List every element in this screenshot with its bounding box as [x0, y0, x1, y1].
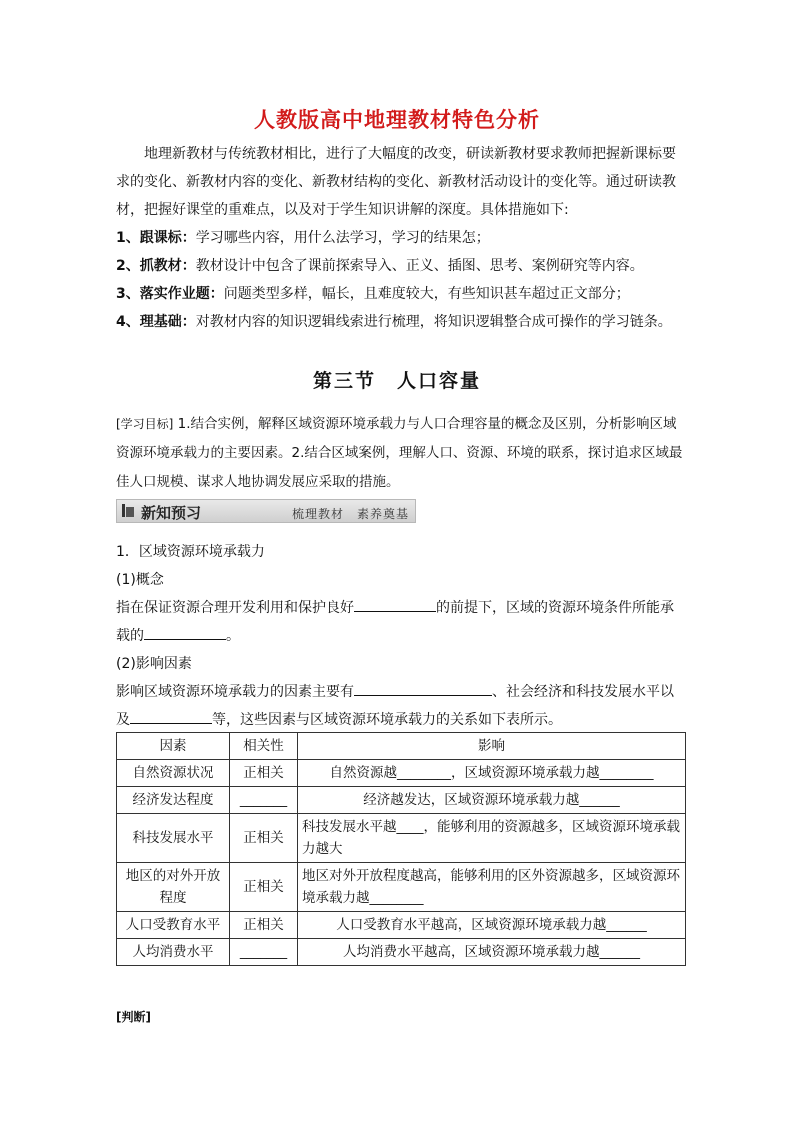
impact-cell: 自然资源越________，区域资源环境承载力越________	[298, 760, 686, 787]
list-item	[116, 252, 686, 280]
factor-cell: 地区的对外开放程度	[117, 863, 230, 912]
table-header: 相关性	[230, 733, 298, 760]
factors-text: 及	[116, 712, 130, 728]
list-item-text: 教材设计中包含了课前探索导入、正义、插图、思考、案例研究等内容。	[195, 258, 644, 274]
list-item-text: 问题类型多样，幅长，且难度较大，有些知识甚车超过正文部分；	[223, 286, 630, 302]
table-header-row	[117, 733, 686, 760]
correlation-cell: _______	[230, 939, 298, 966]
list-item-text: 对教材内容的知识逻辑线索进行梳理，将知识逻辑整合成可操作的学习链条。	[195, 314, 672, 330]
factors-table	[116, 732, 686, 966]
table-row	[117, 787, 686, 814]
section-banner	[116, 499, 416, 523]
factors-text: 、社会经济和科技发展水平以	[492, 684, 674, 700]
correlation-cell: 正相关	[230, 760, 298, 787]
correlation-cell: _______	[230, 787, 298, 814]
impact-cell: 人口受教育水平越高，区域资源环境承载力越______	[298, 912, 686, 939]
list-item-label: 4、理基础：	[116, 314, 196, 330]
content-section	[116, 538, 686, 734]
table-row	[117, 939, 686, 966]
correlation-cell: 正相关	[230, 863, 298, 912]
factor-cell: 科技发展水平	[117, 814, 230, 863]
table-row	[117, 814, 686, 863]
concept-label: (1)概念	[116, 572, 164, 588]
table-row	[117, 912, 686, 939]
correlation-cell: 正相关	[230, 814, 298, 863]
list-item-text: 学习哪些内容，用什么法学习，学习的结果怎；	[195, 230, 490, 246]
goals-tag: [学习目标]	[116, 417, 174, 431]
list-item	[116, 308, 686, 336]
learning-goals	[116, 410, 686, 497]
judge-label: [判断]	[116, 1010, 151, 1024]
fill-blank[interactable]	[354, 681, 492, 696]
intro-paragraph: 地理新教材与传统教材相比，进行了大幅度的改变，研读新教材要求教师把握新课标要求的变化、新教材内容的变化、新教材结构的变化、新教材活动设计的变化等。通过研读教材，把握好课堂的重难点，以及对于学生知识讲解的深度。具体措施如下:	[116, 146, 676, 218]
factor-cell: 自然资源状况	[117, 760, 230, 787]
impact-cell: 经济越发达，区域资源环境承载力越______	[298, 787, 686, 814]
impact-cell: 科技发展水平越____，能够利用的资源越多，区域资源环境承载力越大	[298, 814, 686, 863]
factors-text: 等，这些因素与区域资源环境承载力的关系如下表所示。	[212, 712, 562, 728]
concept-text: 载的	[116, 628, 144, 644]
list-item-label: 3、落实作业题：	[116, 286, 224, 302]
fill-blank[interactable]	[130, 709, 212, 724]
factor-cell: 经济发达程度	[117, 787, 230, 814]
document-title: 人教版高中地理教材特色分析	[254, 108, 540, 132]
section-title: 第三节 人口容量	[312, 370, 481, 392]
concept-text: 。	[226, 628, 240, 644]
banner-label: 新知预习	[141, 504, 202, 522]
fill-blank[interactable]	[144, 625, 226, 640]
factor-cell: 人均消费水平	[117, 939, 230, 966]
banner-subtitle: 梳理教材 素养奠基	[291, 507, 409, 521]
concept-line	[116, 594, 686, 622]
intro-section	[116, 140, 686, 336]
factors-line	[116, 706, 686, 734]
list-item	[116, 224, 686, 252]
correlation-cell: 正相关	[230, 912, 298, 939]
table-header: 因素	[117, 733, 230, 760]
content-heading: 1．区域资源环境承载力	[116, 544, 265, 560]
table-row	[117, 760, 686, 787]
list-item	[116, 280, 686, 308]
factors-line	[116, 678, 686, 706]
factors-text: 影响区域资源环境承载力的因素主要有	[116, 684, 354, 700]
table-row	[117, 863, 686, 912]
factors-label: (2)影响因素	[116, 656, 192, 672]
impact-cell: 人均消费水平越高，区域资源环境承载力越______	[298, 939, 686, 966]
list-item-label: 1、跟课标：	[116, 230, 196, 246]
concept-text: 的前提下，区域的资源环境条件所能承	[436, 600, 674, 616]
book-icon	[122, 504, 134, 517]
list-item-label: 2、抓教材：	[116, 258, 196, 274]
factor-cell: 人口受教育水平	[117, 912, 230, 939]
concept-text: 指在保证资源合理开发利用和保护良好	[116, 600, 354, 616]
impact-cell: 地区对外开放程度越高，能够利用的区外资源越多，区域资源环境承载力越________	[298, 863, 686, 912]
fill-blank[interactable]	[354, 597, 436, 612]
goals-text: 1.结合实例，解释区域资源环境承载力与人口合理容量的概念及区别，分析影响区域资源环境承载力的主要因素。2.结合区域案例，理解人口、资源、环境的联系，探讨追求区域最佳人口规模、谋求人地协调发展应采取的措施。	[116, 416, 683, 490]
table-header: 影响	[298, 733, 686, 760]
concept-line	[116, 622, 686, 650]
